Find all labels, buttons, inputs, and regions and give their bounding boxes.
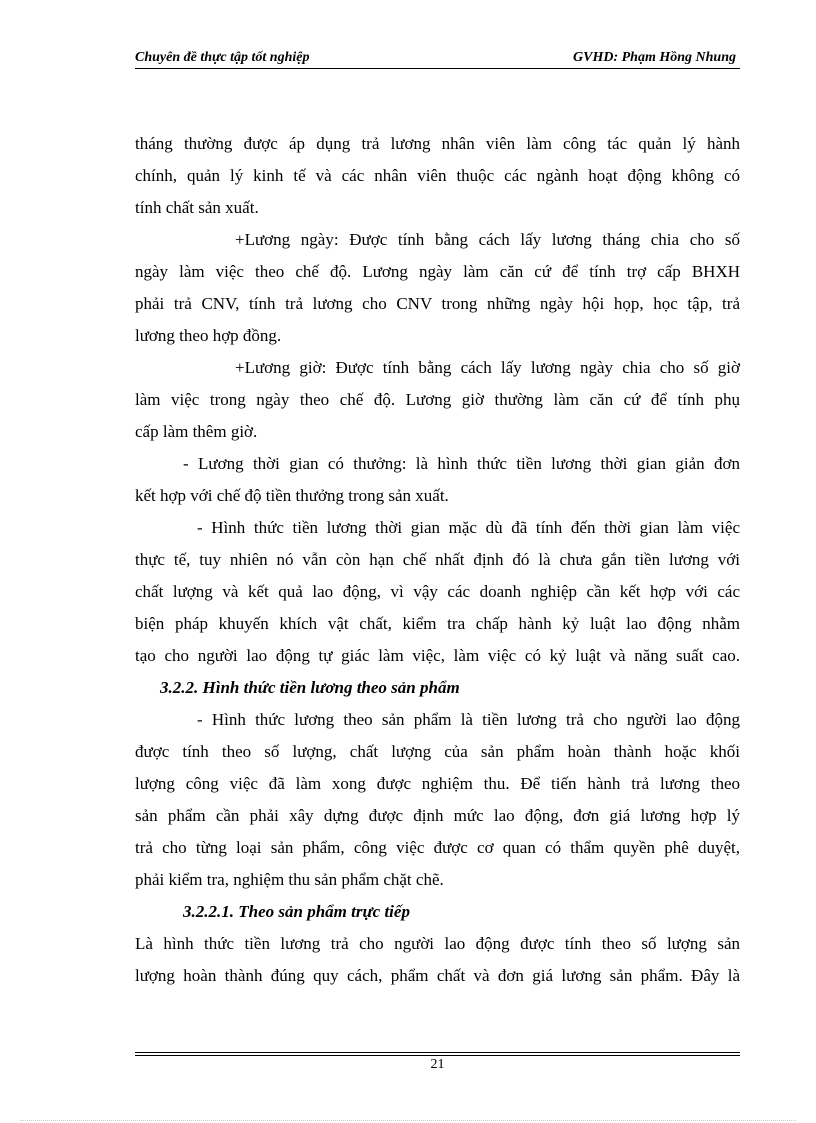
text-line: chất lượng và kết quả lao động, vì vậy các doanh nghiệp cần kết hợp với các [135, 582, 740, 601]
text-line: trả cho từng loại sản phẩm, công việc được cơ quan có thẩm quyền phê duyệt, [135, 838, 740, 857]
footer-rule [135, 1052, 740, 1053]
text-line: +Lương ngày: Được tính bằng cách lấy lương tháng chia cho số [235, 230, 740, 249]
text-line: - Hình thức lương theo sản phẩm là tiền lương trả cho người lao động [197, 710, 740, 729]
page-header [135, 48, 740, 70]
text-line: chính, quản lý kinh tế và các nhân viên thuộc các ngành hoạt động không có [135, 166, 740, 185]
text-line: - Lương thời gian có thưởng: là hình thức tiền lương thời gian giản đơn [183, 454, 740, 473]
text-line: Là hình thức tiền lương trả cho người lao động được tính theo số lượng sản [135, 934, 740, 953]
paragraph [135, 512, 740, 672]
text-line: lương theo hợp đồng. [135, 326, 282, 345]
paragraph [135, 352, 740, 448]
text-line: kết hợp với chế độ tiền thưởng trong sản xuất. [135, 486, 449, 505]
header-rule [135, 68, 740, 69]
section-heading: 3.2.2. Hình thức tiền lương theo sản phẩm [160, 678, 460, 697]
header-advisor: GVHD: Phạm Hồng Nhung [573, 50, 736, 65]
paragraph [135, 928, 740, 992]
text-line: thực tế, tuy nhiên nó vẫn còn hạn chế nhất định đó là chưa gắn tiền lương với [135, 550, 740, 569]
paragraph [135, 128, 740, 224]
text-line: lượng hoàn thành đúng quy cách, phẩm chất và đơn giá lương sản phẩm. Đây là [135, 966, 740, 985]
text-line: làm việc trong ngày theo chế độ. Lương giờ thường làm căn cứ để tính phụ [135, 390, 740, 409]
text-line: phải trả CNV, tính trả lương cho CNV trong những ngày hội họp, học tập, trả [135, 294, 740, 313]
text-line: cấp làm thêm giờ. [135, 422, 258, 441]
text-line: phải kiểm tra, nghiệm thu sản phẩm chặt chẽ. [135, 870, 444, 889]
page-number: 21 [430, 1057, 445, 1072]
paragraph [135, 448, 740, 512]
text-line: +Lương giờ: Được tính bằng cách lấy lương ngày chia cho số giờ [235, 358, 740, 377]
text-line: biện pháp khuyến khích vật chất, kiểm tra chấp hành kỷ luật lao động nhằm [135, 614, 740, 633]
footer-rule [135, 1055, 740, 1056]
paragraph [135, 224, 740, 352]
header-title: Chuyên đề thực tập tốt nghiệp [135, 50, 310, 65]
text-line: tạo cho người lao động tự giác làm việc, làm việc có kỷ luật và năng suất cao. [135, 646, 740, 665]
text-line: tháng thường được áp dụng trả lương nhân viên làm công tác quản lý hành [135, 134, 740, 153]
text-line: được tính theo số lượng, chất lượng của sản phẩm hoàn thành hoặc khối [135, 742, 740, 761]
paragraph [135, 704, 740, 896]
page-edge [20, 1120, 796, 1121]
text-line: tính chất sản xuất. [135, 198, 259, 217]
text-line: ngày làm việc theo chế độ. Lương ngày làm căn cứ để tính trợ cấp BHXH [135, 262, 740, 281]
text-line: - Hình thức tiền lương thời gian mặc dù đã tính đến thời gian làm việc [197, 518, 740, 537]
body-text [135, 128, 740, 992]
subsection-heading: 3.2.2.1. Theo sản phẩm trực tiếp [183, 902, 410, 921]
text-line: lượng công việc đã làm xong được nghiệm thu. Để tiến hành trả lương theo [135, 774, 740, 793]
text-line: sản phẩm cần phải xây dựng được định mức lao động, đơn giá lương hợp lý [135, 806, 740, 825]
